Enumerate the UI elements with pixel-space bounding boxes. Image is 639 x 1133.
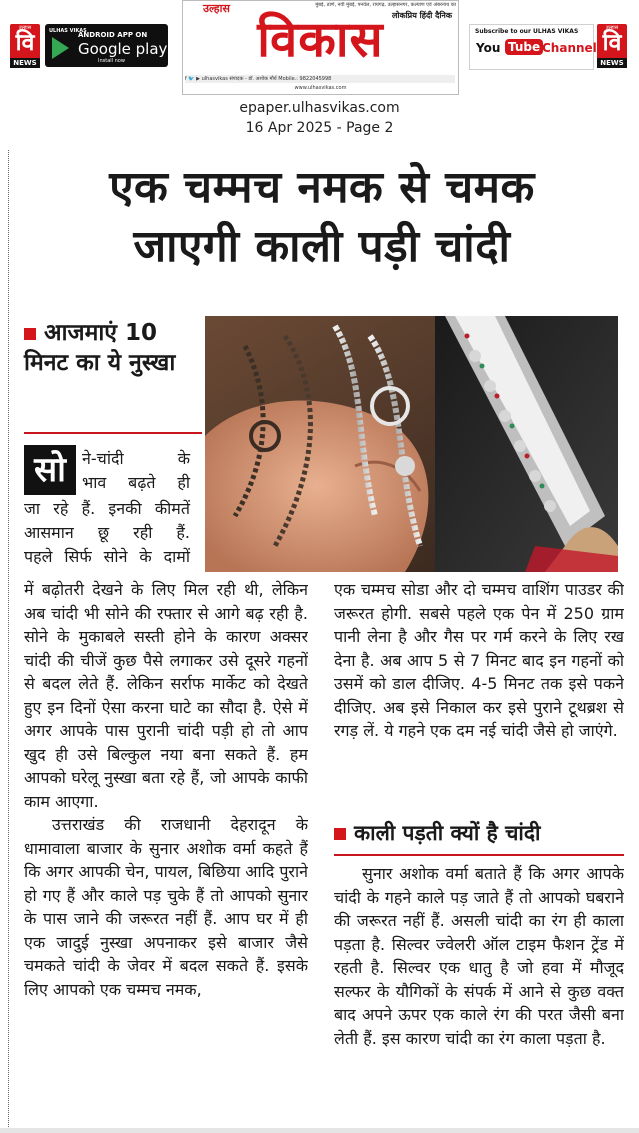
logo-news-text: NEWS [597, 58, 627, 68]
drop-cap: सो [24, 445, 76, 495]
masthead-tagline: मुंबई, ठाणे, नवी मुंबई, पनवेल, रायगढ़, उल्हासनगर, कल्याण एवं अंबरनाथ का [315, 2, 456, 8]
intro-line-1: ने-चांदी के [82, 449, 190, 468]
ulhas-vikas-news-logo-right[interactable] [597, 24, 627, 68]
play-badge-google-play: Google play [78, 40, 168, 58]
column-2-body-bottom [334, 862, 624, 1124]
logo-small-text: उल्हास [605, 25, 619, 31]
logo-big-text: वि [602, 30, 622, 56]
youtube-subscribe-text: Subscribe to our ULHAS VIKAS [475, 28, 579, 35]
jewellery-image-icon [205, 316, 618, 572]
red-square-bullet-icon [334, 828, 346, 840]
column-2-paragraph-2: सुनार अशोक वर्मा बताते हैं कि अगर आपके चांदी के गहने काले पड़ जाते हैं तो आपको घबराने की जरूरत नहीं हैं. असली चांदी का रंग ही काला पड़ता है. सिल्वर ज्वेलरी ऑल टाइम फैशन ट्रेंड में रहती है. सिल्वर एक धातु है जो हवा में मौजूद सल्फर के यौगिकों के संपर्क में आने से कुछ वक्त बाद अपने ऊपर एक काले रंग की परत जैसी बना लेती हैं. इस कारण चांदी का रंग काला पड़ता है. [334, 864, 624, 1048]
subheading-1-text: आजमाएं 10 मिनट का ये नुस्खा [24, 320, 176, 376]
column-2-paragraph-1: एक चम्मच सोडा और दो चम्मच वाशिंग पाउडर की जरूरत होगी. सबसे पहले एक पेन में 250 ग्राम पानी लेना है और गैस पर गर्म करने के लिए रख देना है. अब आप 5 से 7 मिनट बाद इन गहनों को उसमें को डाल दीजिए. 4-5 मिनट तक इसे पकने दीजिए. अब इसे निकाल कर इसे पुराने टूथब्रश से रगड़ लें. ये गहने एक दम नई चांदी जैसे हो जाएंगे. [334, 580, 624, 740]
masthead[interactable] [182, 0, 459, 95]
logo-news-text: NEWS [10, 58, 40, 68]
masthead-contact-bar: f 🐦 ▶ ulhasvikas संपादक - डॉ. अशोक मौर्य Mobile.: 9822045998 [185, 75, 455, 83]
headline-line-2: जाएगी काली पड़ी चांदी [133, 221, 511, 272]
headline-line-1: एक चम्मच नमक से चमक [109, 162, 535, 213]
column-1-paragraph-2: उत्तराखंड की राजधानी देहरादून के धामावाला बाजार के सुनार अशोक वर्मा कहते हैं कि अगर आपकी चेन, पायल, बिछिया आदि पुराने हो गए हैं और काले पड़ चुके हैं तो आपको सुनार के पास जाने की जरूरत नहीं हैं. आप घर में ही एक जादुई नुस्खा अपनाकर इसे बाजार जैसे चमकते चांदी के जेवर में बदल सकते हैं. इसके लिए आपको एक चम्मच नमक, [24, 815, 308, 999]
silver-jewellery-photo [205, 316, 618, 572]
play-badge-android: ANDROID APP ON [78, 31, 148, 39]
masthead-website: www.ulhasvikas.com [294, 85, 347, 91]
subheading-1-rule [24, 432, 202, 434]
page-bottom-band [0, 1128, 639, 1133]
newspaper-header [0, 0, 639, 95]
logo-small-text: उल्हास [18, 25, 32, 31]
column-1-paragraph-1: में बढ़ोतरी देखने के लिए मिल रही थी, लेकिन अब चांदी भी सोने की रफ्तार से आगे बढ़ रही है. सोने के मुकाबले सस्ती होने के कारण अक्सर चांदी की चीजें कुछ पैसे लगाकर उसे दूसरे गहनों से बदल लेते हैं. लेकिन सर्राफ मार्केट को देखते हुए इन दिनों ऐसा करना घाटे का सौदा है. ऐसे में अगर आपके पास पुरानी चांदी पड़ी हो तो आप खुद ही उसे बिल्कुल नया बना सकते हैं. हम आपको घरेलू नुस्खा बता रहे हैं, जो आपके काफी काम आएगा. [24, 580, 308, 811]
play-store-icon [52, 37, 69, 59]
subheading-1 [24, 318, 202, 378]
play-badge-install: Install now [98, 58, 125, 64]
intro-line-2: भाव बढ़ते ही [82, 473, 190, 492]
subheading-2-rule [334, 854, 624, 856]
google-play-badge[interactable] [45, 24, 168, 67]
intro-line-5: पहले सिर्फ सोने के दामों [24, 547, 190, 566]
epaper-site[interactable]: epaper.ulhasvikas.com [239, 100, 400, 116]
intro-line-4: आसमान छू रही हैं. [24, 523, 190, 542]
masthead-title: विकास [257, 11, 384, 68]
youtube-you-text: You [476, 41, 501, 55]
youtube-channel-badge[interactable] [469, 24, 597, 70]
intro-continued [24, 497, 190, 569]
column-1-body [24, 578, 308, 1126]
logo-big-text: वि [15, 30, 35, 56]
column-2-body-top [334, 578, 624, 814]
red-square-bullet-icon [24, 328, 36, 340]
play-badge-brand: ULHAS VIKAS [49, 28, 87, 34]
intro-beside-dropcap [82, 447, 190, 495]
masthead-subtitle: उल्हास [203, 2, 230, 15]
ulhas-vikas-news-logo-left[interactable] [10, 24, 40, 68]
epaper-date-page: 16 Apr 2025 - Page 2 [245, 120, 394, 136]
youtube-tube-icon: Tube [505, 39, 543, 55]
intro-line-3: जा रहे हैं. इनकी कीमतें [24, 499, 190, 518]
subheading-2-text: काली पड़ती क्यों है चांदी [354, 821, 541, 845]
masthead-popular: लोकप्रिय हिंदी दैनिक [391, 11, 452, 20]
youtube-channel-text: Channel [542, 41, 597, 55]
article-headline [14, 158, 630, 276]
subheading-2 [334, 818, 624, 848]
column-divider-dotted [8, 150, 9, 1133]
